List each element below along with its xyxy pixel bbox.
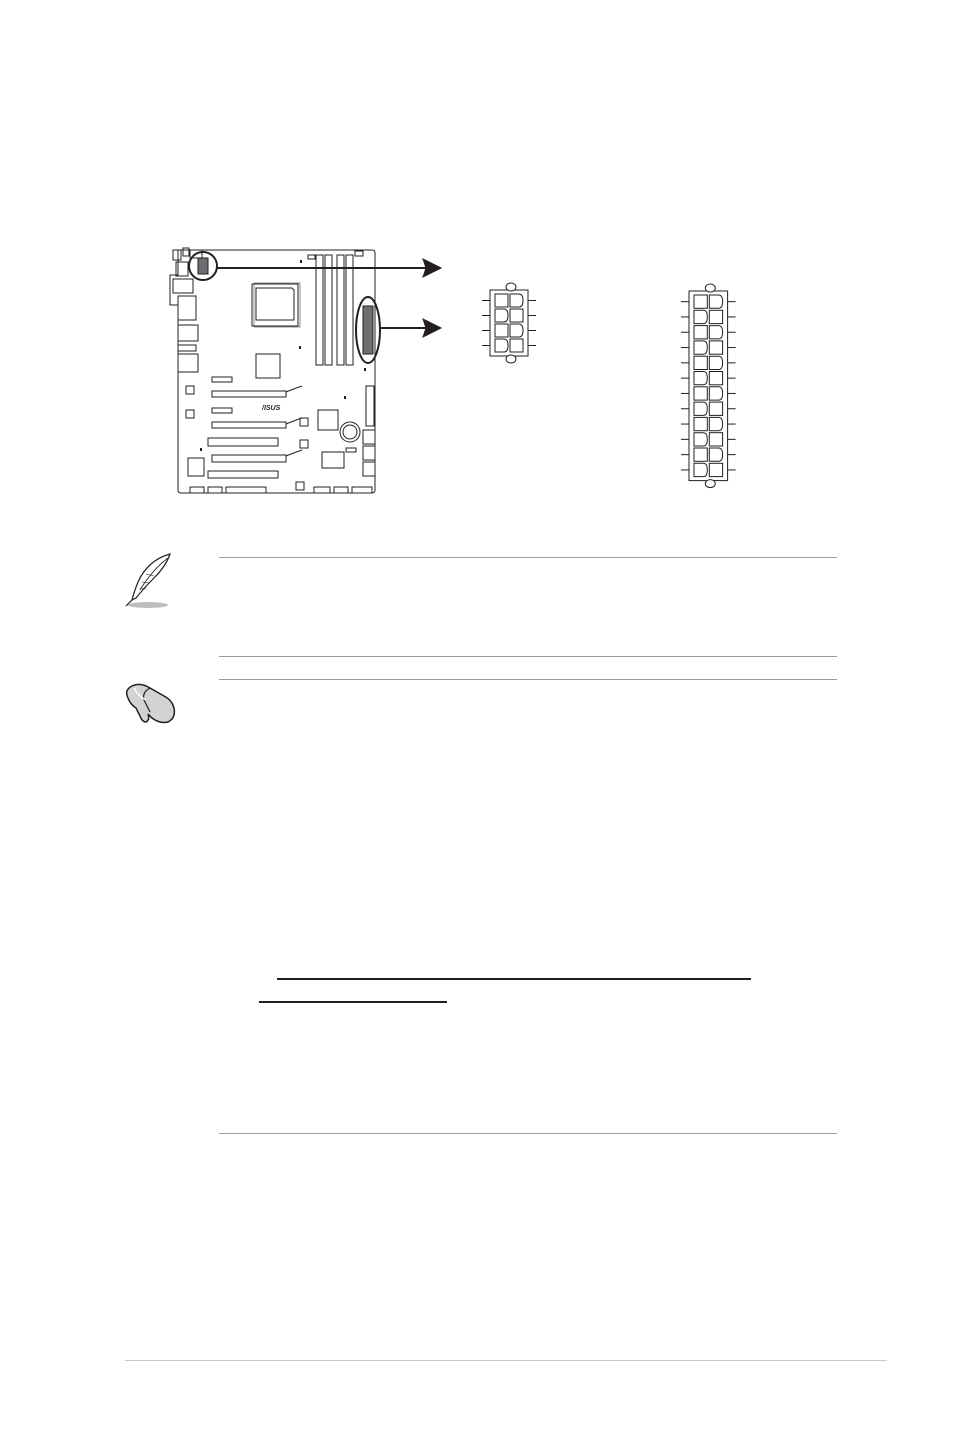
eatxpwr-bottom-latch — [705, 480, 715, 488]
atx12v-bottom-latch — [506, 355, 516, 363]
eatxpwr-pin — [694, 356, 707, 369]
eatxpwr-housing — [689, 291, 728, 481]
atx12v-pin — [495, 309, 508, 322]
board-brand-logo: /ISUS — [262, 405, 281, 412]
atx12v-pin — [510, 339, 523, 352]
eatxpwr-pin — [709, 295, 722, 308]
eatxpwr-pin — [709, 326, 722, 339]
atx12v-pin — [510, 294, 523, 307]
atx12v-housing — [490, 290, 528, 356]
power-connector-figure — [0, 0, 954, 520]
eatxpwr-pin — [694, 387, 707, 400]
atx12v-pin — [495, 294, 508, 307]
hand-caution-icon — [120, 678, 180, 728]
eatxpwr-pin — [709, 356, 722, 369]
eatxpwr-pin — [694, 417, 707, 430]
atx12v-pin — [510, 309, 523, 322]
eatxpwr-pin — [694, 326, 707, 339]
feather-pen-icon — [118, 552, 178, 612]
eatxpwr-pin — [709, 372, 722, 385]
atx12v-top-latch — [506, 283, 516, 291]
eatxpwr-pin — [709, 433, 722, 446]
eatxpwr-pin — [694, 433, 707, 446]
atx12v-8pin-connector — [482, 283, 536, 363]
atx12v-pin — [495, 324, 508, 337]
atx12v-pin — [510, 324, 523, 337]
eatxpwr-pin — [709, 310, 722, 323]
eatxpwr-pin — [709, 417, 722, 430]
eatxpwr-pin — [709, 341, 722, 354]
eatxpwr-pin — [709, 402, 722, 415]
eatxpwr-pin — [694, 463, 707, 476]
warning-bottom-rule — [219, 1133, 837, 1134]
note-top-rule — [219, 557, 837, 558]
eatxpwr-pin — [709, 463, 722, 476]
eatxpwr-top-latch — [705, 284, 715, 292]
eatxpwr-pin — [694, 448, 707, 461]
eatxpwr-pin — [709, 387, 722, 400]
eatxpwr-pin — [694, 402, 707, 415]
atx12v-pin — [495, 339, 508, 352]
warning-top-rule — [219, 679, 837, 680]
underline-1 — [277, 978, 751, 980]
eatxpwr-pin — [709, 448, 722, 461]
note-bottom-rule — [219, 656, 837, 657]
eatxpwr-pin — [694, 372, 707, 385]
eatxpwr-pin — [694, 295, 707, 308]
footer-rule — [125, 1360, 887, 1361]
eatxpwr-pin — [694, 341, 707, 354]
underline-2 — [259, 1001, 447, 1003]
eatxpwr-24pin-connector — [681, 284, 736, 488]
eatxpwr-pin — [694, 310, 707, 323]
